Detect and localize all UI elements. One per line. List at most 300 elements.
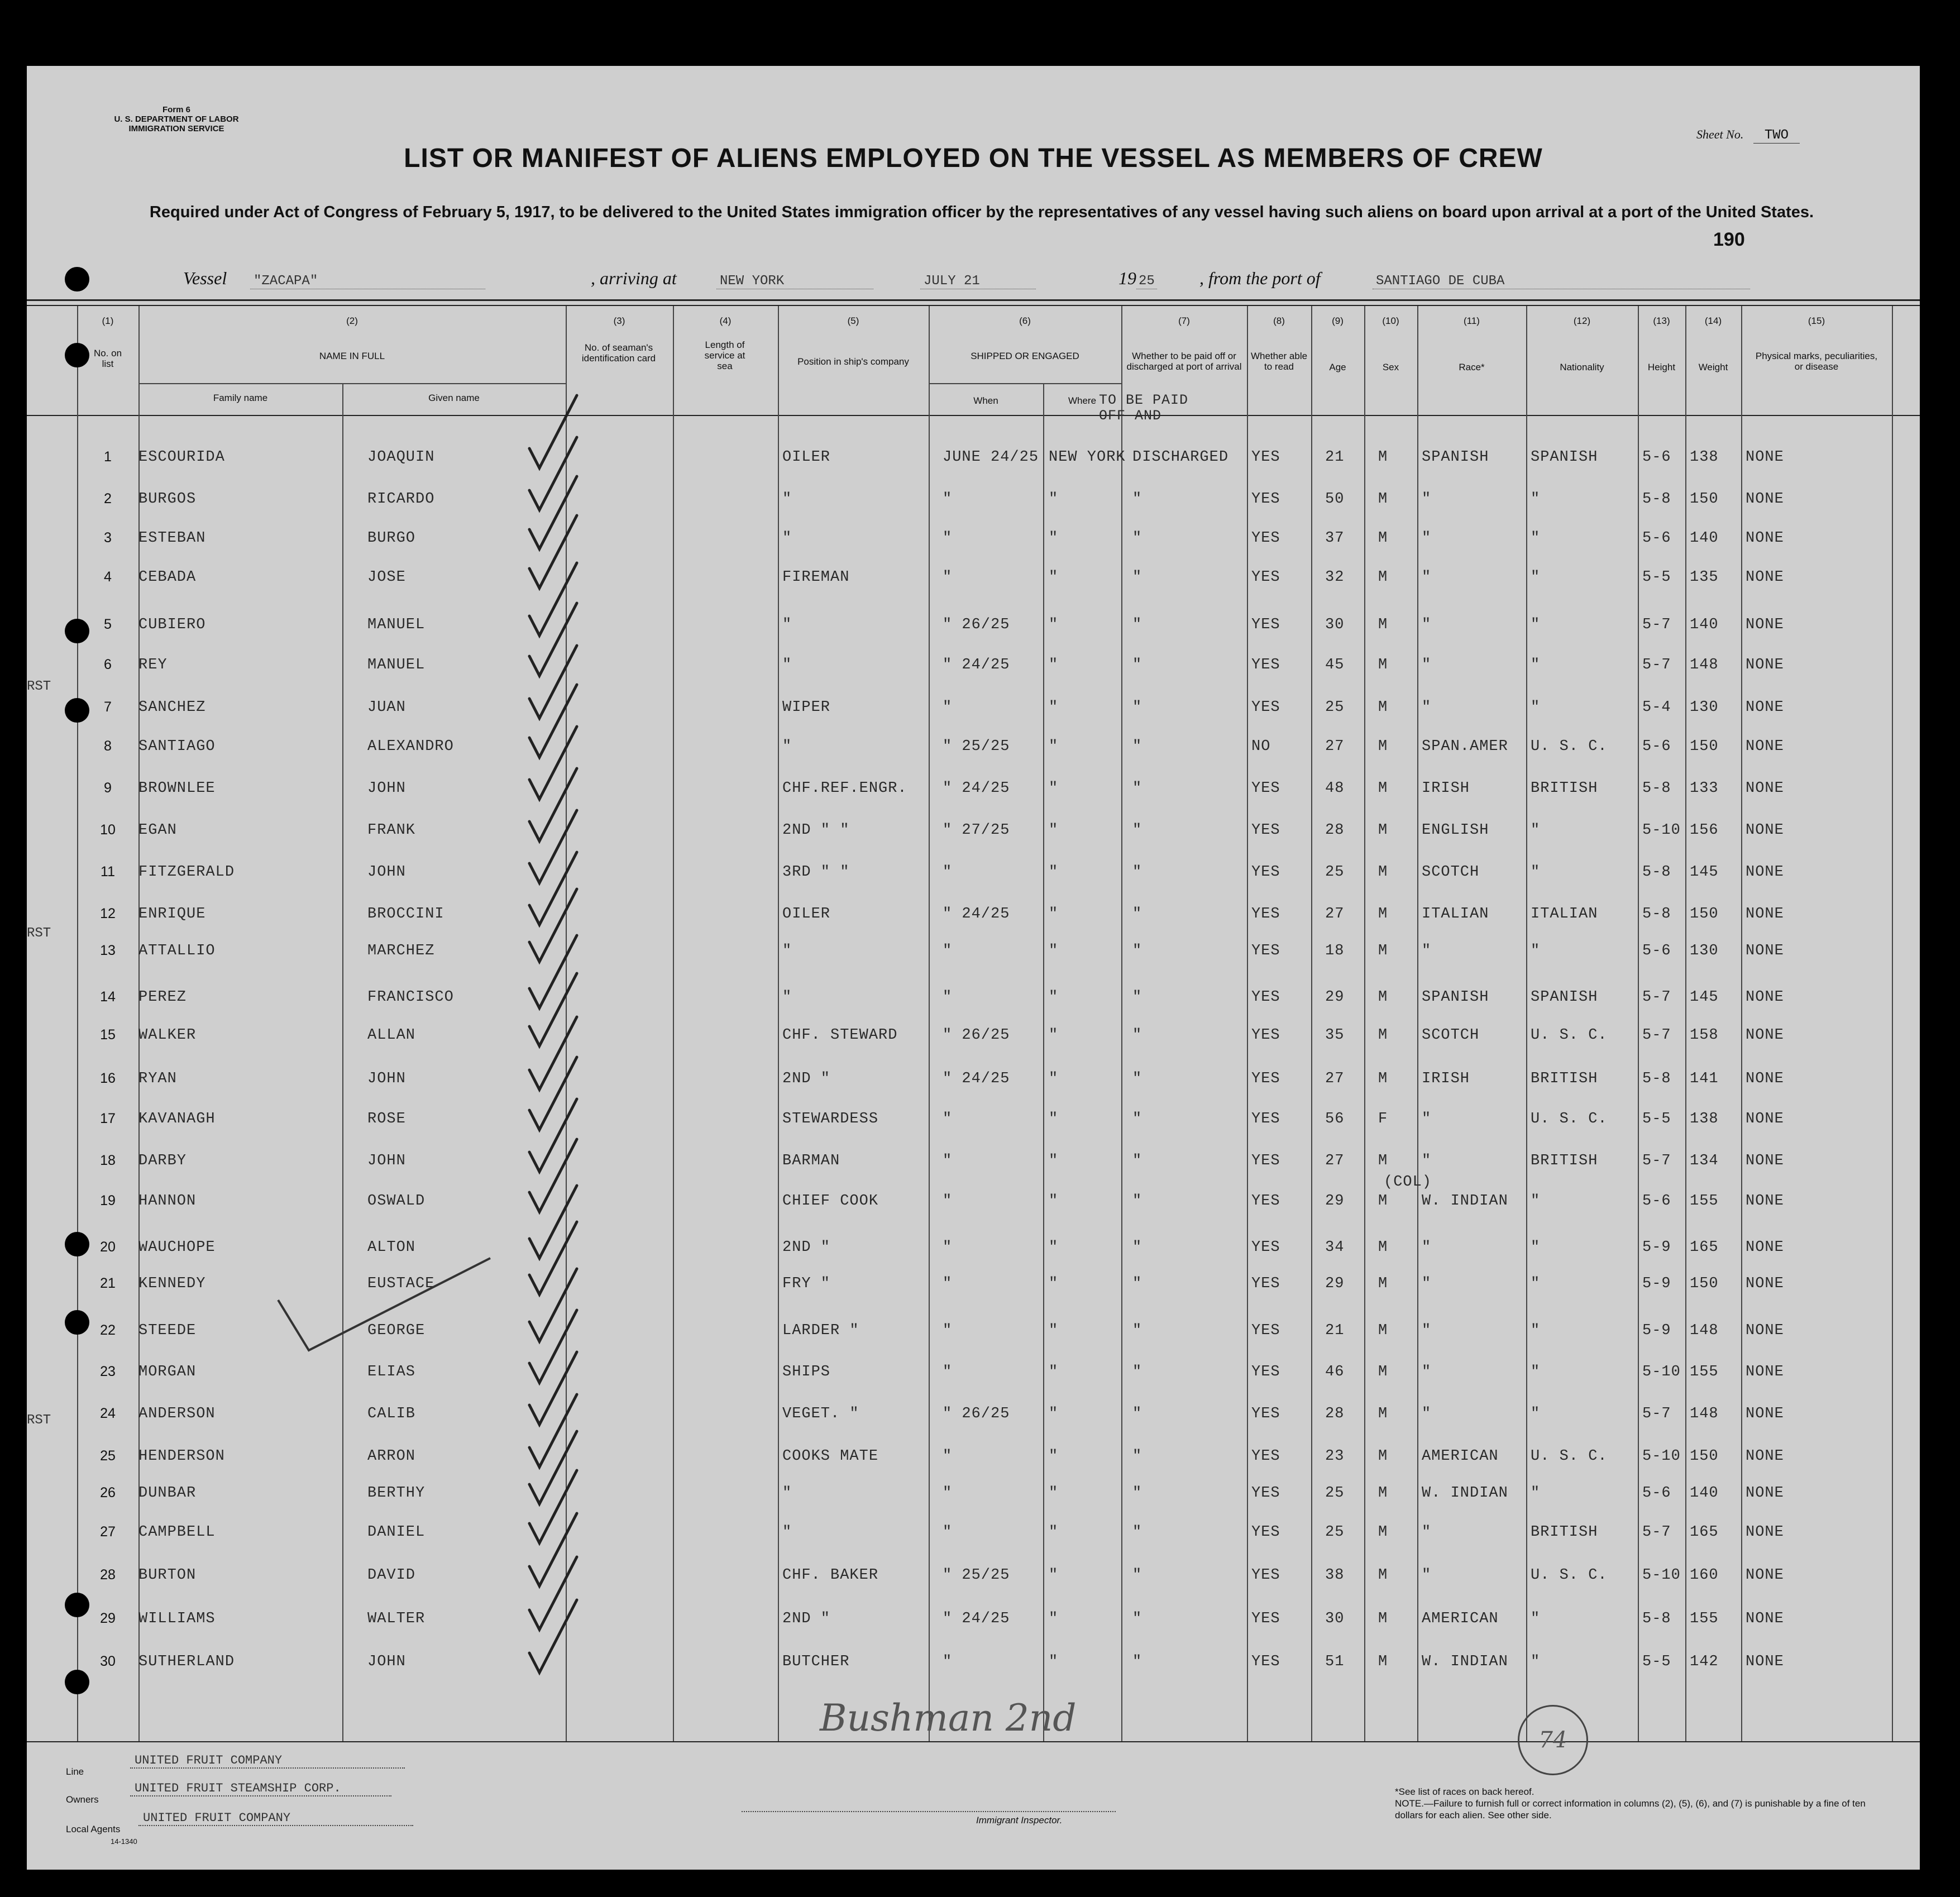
cell-age: 50 xyxy=(1325,491,1345,508)
cell-marks: NONE xyxy=(1746,1153,1784,1169)
col15-number: (15) xyxy=(1808,316,1825,326)
cell-weight: 158 xyxy=(1690,1027,1719,1044)
cell-race: SCOTCH xyxy=(1422,864,1480,881)
cell-nat: U. S. C. xyxy=(1531,1027,1608,1044)
cell-nat: " xyxy=(1531,864,1541,881)
check-mark xyxy=(529,476,577,549)
cell-sex: M xyxy=(1378,780,1388,797)
cell-height: 5-10 xyxy=(1642,1364,1681,1380)
cell-nat: " xyxy=(1531,1275,1541,1292)
cell-family: CAMPBELL xyxy=(138,1524,216,1541)
cell-weight: 150 xyxy=(1690,491,1719,508)
cell-where: " xyxy=(1049,780,1059,797)
cell-weight: 148 xyxy=(1690,1406,1719,1422)
cell-sex: M xyxy=(1378,1448,1388,1465)
agents-field xyxy=(138,1811,413,1825)
cell-age: 30 xyxy=(1325,617,1345,633)
arriving-label: , arriving at xyxy=(591,268,677,288)
cell-given: JUAN xyxy=(367,699,406,716)
cell-race: SCOTCH xyxy=(1422,1027,1480,1044)
cell-marks: NONE xyxy=(1746,699,1784,716)
cell-marks: NONE xyxy=(1746,780,1784,797)
col7-label: Whether to be paid off or discharged at port of arrival xyxy=(1126,351,1242,372)
page-subtitle: Required under Act of Congress of February 5, 1917, to be delivered to the United States immigration officer by the representatives of any vessel having such aliens on board upon arrival at a port of the United States. xyxy=(149,203,1814,221)
check-mark xyxy=(529,768,577,841)
cell-read: YES xyxy=(1251,989,1280,1006)
row-number: 13 xyxy=(100,943,116,958)
cell-weight: 148 xyxy=(1690,657,1719,673)
cell-race: " xyxy=(1422,1239,1432,1256)
cell-nat: SPANISH xyxy=(1531,449,1598,466)
cell-when: " 26/25 xyxy=(943,617,1010,633)
cell-position: " xyxy=(782,617,792,633)
cell-read: YES xyxy=(1251,1611,1280,1627)
cell-paid: " xyxy=(1132,1611,1142,1627)
cell-nat: " xyxy=(1531,530,1541,547)
cell-given: CALIB xyxy=(367,1406,416,1422)
row-number: 25 xyxy=(100,1448,116,1464)
from-port-label: , from the port of xyxy=(1199,268,1321,288)
cell-nat: U. S. C. xyxy=(1531,1448,1608,1465)
cell-age: 48 xyxy=(1325,780,1345,797)
cell-age: 27 xyxy=(1325,1153,1345,1169)
col9-number: (9) xyxy=(1332,316,1344,326)
cell-read: YES xyxy=(1251,1193,1280,1210)
cell-nat: " xyxy=(1531,1611,1541,1627)
cell-weight: 145 xyxy=(1690,864,1719,881)
cell-height: 5-6 xyxy=(1642,943,1671,959)
agents-label: Local Agents xyxy=(66,1824,121,1834)
cell-position: OILER xyxy=(782,906,831,923)
cell-weight: 165 xyxy=(1690,1239,1719,1256)
cell-where: " xyxy=(1049,1611,1059,1627)
cell-family: FITZGERALD xyxy=(138,864,235,881)
margin-note-1: RST xyxy=(27,679,51,694)
cell-read: YES xyxy=(1251,1239,1280,1256)
footnote xyxy=(1395,1786,1875,1821)
cell-age: 25 xyxy=(1325,699,1345,716)
cell-paid: " xyxy=(1132,1071,1142,1087)
row-number: 23 xyxy=(100,1364,116,1379)
cell-family: ANDERSON xyxy=(138,1406,216,1422)
cell-nat: SPANISH xyxy=(1531,989,1598,1006)
footnote-races: *See list of races on back hereof. xyxy=(1395,1786,1534,1797)
cell-read: YES xyxy=(1251,491,1280,508)
cell-weight: 148 xyxy=(1690,1322,1719,1339)
row-number: 22 xyxy=(100,1322,116,1338)
col6-label: SHIPPED OR ENGAGED xyxy=(971,351,1079,361)
cell-sex: M xyxy=(1378,943,1388,959)
cell-sex: M xyxy=(1378,569,1388,586)
cell-family: KAVANAGH xyxy=(138,1111,216,1127)
cell-family: HENDERSON xyxy=(138,1448,225,1465)
cell-family: KENNEDY xyxy=(138,1275,206,1292)
cell-age: 38 xyxy=(1325,1567,1345,1584)
cell-when: " xyxy=(943,1153,953,1169)
row-number: 8 xyxy=(104,738,112,754)
cell-family: EGAN xyxy=(138,822,177,839)
cell-nat: BRITISH xyxy=(1531,780,1598,797)
cell-where: " xyxy=(1049,943,1059,959)
row-number: 11 xyxy=(101,864,115,880)
check-mark xyxy=(529,1186,577,1258)
cell-position: " xyxy=(782,989,792,1006)
cell-marks: NONE xyxy=(1746,1111,1784,1127)
cell-age: 29 xyxy=(1325,1275,1345,1292)
cell-read: YES xyxy=(1251,1406,1280,1422)
cell-paid: " xyxy=(1132,1406,1142,1422)
cell-read: YES xyxy=(1251,530,1280,547)
cell-race: " xyxy=(1422,530,1432,547)
manifest-sheet xyxy=(27,66,1920,1870)
sheet-no-label: Sheet No. xyxy=(1696,127,1744,141)
check-mark xyxy=(529,852,577,925)
cell-paid: " xyxy=(1132,617,1142,633)
row-number: 3 xyxy=(104,530,112,546)
cell-read: YES xyxy=(1251,780,1280,797)
cell-position: BUTCHER xyxy=(782,1654,850,1670)
row-number: 5 xyxy=(104,617,112,632)
cell-paid: " xyxy=(1132,822,1142,839)
cell-weight: 140 xyxy=(1690,617,1719,633)
cell-paid: " xyxy=(1132,530,1142,547)
check-mark xyxy=(529,395,577,468)
cell-height: 5-8 xyxy=(1642,1071,1671,1087)
cell-marks: NONE xyxy=(1746,1485,1784,1502)
owners-label: Owners xyxy=(66,1794,99,1805)
cell-race: IRISH xyxy=(1422,1071,1470,1087)
cell-family: HANNON xyxy=(138,1193,197,1210)
check-mark xyxy=(529,1310,577,1383)
row-number: 10 xyxy=(100,822,116,838)
cell-nat: " xyxy=(1531,1485,1541,1502)
cell-marks: NONE xyxy=(1746,864,1784,881)
cell-position: COOKS MATE xyxy=(782,1448,879,1465)
owners-value: UNITED FRUIT STEAMSHIP CORP. xyxy=(130,1781,391,1796)
cell-age: 34 xyxy=(1325,1239,1345,1256)
row-number: 18 xyxy=(100,1153,116,1168)
check-marks xyxy=(27,66,1920,1870)
cell-when: " xyxy=(943,569,953,586)
punch-hole xyxy=(65,1232,89,1256)
cell-given: BERTHY xyxy=(367,1485,426,1502)
cell-marks: NONE xyxy=(1746,491,1784,508)
cell-read: YES xyxy=(1251,1275,1280,1292)
cell-when: " xyxy=(943,1322,953,1339)
cell-race: " xyxy=(1422,1275,1432,1292)
check-mark xyxy=(529,603,577,676)
cell-family: BURTON xyxy=(138,1567,197,1584)
check-mark xyxy=(529,1099,577,1172)
department-name: U. S. DEPARTMENT OF LABOR xyxy=(114,114,239,124)
cell-paid: " xyxy=(1132,906,1142,923)
cell-given: BURGO xyxy=(367,530,416,547)
margin-note-2: RST xyxy=(27,926,51,941)
cell-where: " xyxy=(1049,1654,1059,1670)
cell-race: " xyxy=(1422,943,1432,959)
cell-given: MANUEL xyxy=(367,617,426,633)
cell-where: " xyxy=(1049,1406,1059,1422)
cell-when: " xyxy=(943,699,953,716)
cell-weight: 150 xyxy=(1690,738,1719,755)
cell-sex: M xyxy=(1378,989,1388,1006)
cell-sex: M xyxy=(1378,617,1388,633)
cell-height: 5-6 xyxy=(1642,530,1671,547)
cell-paid: " xyxy=(1132,1193,1142,1210)
check-mark xyxy=(529,935,577,1008)
row-number: 16 xyxy=(100,1071,116,1086)
cell-where: " xyxy=(1049,738,1059,755)
cell-given: ARRON xyxy=(367,1448,416,1465)
cell-position: CHF. STEWARD xyxy=(782,1027,898,1044)
col13-number: (13) xyxy=(1653,316,1670,326)
cell-family: MORGAN xyxy=(138,1364,197,1380)
row-number: 19 xyxy=(100,1193,116,1208)
cell-height: 5-4 xyxy=(1642,699,1671,716)
cell-weight: 160 xyxy=(1690,1567,1719,1584)
cell-weight: 156 xyxy=(1690,822,1719,839)
form-label: Form 6 xyxy=(162,105,190,114)
col6-number: (6) xyxy=(1019,316,1031,326)
cell-given: ALLAN xyxy=(367,1027,416,1044)
cell-family: ESTEBAN xyxy=(138,530,206,547)
cell-position: 2ND " xyxy=(782,1611,831,1627)
line-label: Line xyxy=(66,1766,84,1777)
year-prefix: 19 xyxy=(1118,268,1136,288)
cell-sex: M xyxy=(1378,1275,1388,1292)
cell-position: BARMAN xyxy=(782,1153,840,1169)
cell-nat: " xyxy=(1531,491,1541,508)
cell-marks: NONE xyxy=(1746,989,1784,1006)
cell-position: " xyxy=(782,1485,792,1502)
cell-age: 51 xyxy=(1325,1654,1345,1670)
cell-sex: M xyxy=(1378,491,1388,508)
row-number: 7 xyxy=(104,699,112,715)
cell-position: OILER xyxy=(782,449,831,466)
cell-paid: DISCHARGED xyxy=(1132,449,1229,466)
cell-given: JOHN xyxy=(367,780,406,797)
check-mark xyxy=(529,727,577,799)
cell-paid: " xyxy=(1132,864,1142,881)
cell-where: NEW YORK xyxy=(1049,449,1126,466)
arriving-port: NEW YORK xyxy=(716,274,873,289)
cell-when: " 24/25 xyxy=(943,780,1010,797)
cell-given: ALEXANDRO xyxy=(367,738,454,755)
cell-where: " xyxy=(1049,1239,1059,1256)
cell-height: 5-7 xyxy=(1642,1524,1671,1541)
cell-given: OSWALD xyxy=(367,1193,426,1210)
cell-sex: M xyxy=(1378,657,1388,673)
check-mark xyxy=(529,437,577,510)
cell-race: " xyxy=(1422,617,1432,633)
cell-weight: 130 xyxy=(1690,699,1719,716)
cell-family: ESCOURIDA xyxy=(138,449,225,466)
cell-family: BROWNLEE xyxy=(138,780,216,797)
cell-race: " xyxy=(1422,1524,1432,1541)
cell-given: ELIAS xyxy=(367,1364,416,1380)
cell-height: 5-6 xyxy=(1642,738,1671,755)
cell-family: CEBADA xyxy=(138,569,197,586)
cell-position: " xyxy=(782,491,792,508)
col5-number: (5) xyxy=(847,316,859,326)
cell-marks: NONE xyxy=(1746,449,1784,466)
cell-position: 2ND " " xyxy=(782,822,850,839)
cell-weight: 135 xyxy=(1690,569,1719,586)
cell-height: 5-8 xyxy=(1642,780,1671,797)
cell-paid: " xyxy=(1132,1364,1142,1380)
cell-nat: " xyxy=(1531,822,1541,839)
cell-sex: M xyxy=(1378,1611,1388,1627)
cell-nat: " xyxy=(1531,569,1541,586)
col6-where-label: Where xyxy=(1068,395,1097,406)
cell-height: 5-10 xyxy=(1642,822,1681,839)
cell-age: 25 xyxy=(1325,864,1345,881)
row-number: 29 xyxy=(100,1611,116,1626)
cell-age: 45 xyxy=(1325,657,1345,673)
inspector-label: Immigrant Inspector. xyxy=(976,1815,1063,1826)
cell-marks: NONE xyxy=(1746,617,1784,633)
cell-when: " xyxy=(943,1239,953,1256)
cell-height: 5-7 xyxy=(1642,989,1671,1006)
cell-paid: " xyxy=(1132,569,1142,586)
cell-weight: 155 xyxy=(1690,1364,1719,1380)
cell-weight: 134 xyxy=(1690,1153,1719,1169)
row-number: 30 xyxy=(100,1654,116,1669)
cell-height: 5-8 xyxy=(1642,906,1671,923)
cell-read: YES xyxy=(1251,1448,1280,1465)
cell-read: YES xyxy=(1251,569,1280,586)
cell-where: " xyxy=(1049,1027,1059,1044)
col13-label: Height xyxy=(1647,362,1676,372)
col8-label: Whether able to read xyxy=(1250,351,1308,372)
cell-read: NO xyxy=(1251,738,1271,755)
row-number: 21 xyxy=(100,1275,116,1291)
cell-paid: " xyxy=(1132,699,1142,716)
cell-age: 28 xyxy=(1325,1406,1345,1422)
cell-height: 5-8 xyxy=(1642,1611,1671,1627)
cell-family: RYAN xyxy=(138,1071,177,1087)
cell-weight: 140 xyxy=(1690,530,1719,547)
cell-family: CUBIERO xyxy=(138,617,206,633)
cell-where: " xyxy=(1049,1193,1059,1210)
row-number: 26 xyxy=(100,1485,116,1501)
cell-paid: " xyxy=(1132,657,1142,673)
handwritten-signature: Bushman 2nd xyxy=(820,1697,1077,1740)
cell-marks: NONE xyxy=(1746,1193,1784,1210)
cell-read: YES xyxy=(1251,822,1280,839)
cell-race: AMERICAN xyxy=(1422,1611,1499,1627)
col12-label: Nationality xyxy=(1560,362,1604,372)
cell-paid: " xyxy=(1132,943,1142,959)
cell-marks: NONE xyxy=(1746,530,1784,547)
cell-given: BROCCINI xyxy=(367,906,444,923)
cell-when: " xyxy=(943,1275,953,1292)
cell-age: 25 xyxy=(1325,1485,1345,1502)
cell-given: EUSTACE xyxy=(367,1275,435,1292)
cell-marks: NONE xyxy=(1746,738,1784,755)
cell-when: " 25/25 xyxy=(943,738,1010,755)
cell-where: " xyxy=(1049,1322,1059,1339)
cell-given: JOHN xyxy=(367,1654,406,1670)
cell-marks: NONE xyxy=(1746,1322,1784,1339)
cell-height: 5-5 xyxy=(1642,1654,1671,1670)
cell-paid: " xyxy=(1132,1654,1142,1670)
cell-position: CHF. BAKER xyxy=(782,1567,879,1584)
cell-sex: M xyxy=(1378,1654,1388,1670)
cell-where: " xyxy=(1049,864,1059,881)
cell-paid: " xyxy=(1132,1485,1142,1502)
cell-race: W. INDIAN xyxy=(1422,1193,1508,1210)
cell-read: YES xyxy=(1251,1027,1280,1044)
cell-nat: " xyxy=(1531,943,1541,959)
cell-nat: " xyxy=(1531,1239,1541,1256)
cell-where: " xyxy=(1049,822,1059,839)
cell-where: " xyxy=(1049,699,1059,716)
col8-number: (8) xyxy=(1273,316,1285,326)
cell-when: " xyxy=(943,491,953,508)
cell-given: RICARDO xyxy=(367,491,435,508)
col7-typed-note: TO BE PAID OFF AND xyxy=(1099,392,1189,424)
row-number: 28 xyxy=(100,1567,116,1583)
cell-sex: M xyxy=(1378,1406,1388,1422)
cell-when: " 25/25 xyxy=(943,1567,1010,1584)
cell-given: JOHN xyxy=(367,1071,406,1087)
cell-sex: F xyxy=(1378,1111,1388,1127)
cell-height: 5-9 xyxy=(1642,1275,1671,1292)
cell-given: JOHN xyxy=(367,864,406,881)
cell-race: " xyxy=(1422,569,1432,586)
cell-age: 28 xyxy=(1325,822,1345,839)
cell-race: SPANISH xyxy=(1422,989,1489,1006)
punch-hole xyxy=(65,267,89,292)
cell-race: " xyxy=(1422,657,1432,673)
cell-race: IRISH xyxy=(1422,780,1470,797)
cell-where: " xyxy=(1049,1448,1059,1465)
cell-sex: M xyxy=(1378,822,1388,839)
cell-paid: " xyxy=(1132,989,1142,1006)
col3-number: (3) xyxy=(613,316,625,326)
cell-where: " xyxy=(1049,617,1059,633)
cell-nat: " xyxy=(1531,1364,1541,1380)
race-note: (COL) xyxy=(1384,1174,1432,1191)
cell-where: " xyxy=(1049,530,1059,547)
cell-marks: NONE xyxy=(1746,657,1784,673)
cell-where: " xyxy=(1049,491,1059,508)
cell-nat: BRITISH xyxy=(1531,1153,1598,1169)
cell-given: ROSE xyxy=(367,1111,406,1127)
stamped-page-number: 190 xyxy=(1713,229,1745,250)
cell-race: ITALIAN xyxy=(1422,906,1489,923)
cell-family: WILLIAMS xyxy=(138,1611,216,1627)
cell-given: JOAQUIN xyxy=(367,449,435,466)
cell-height: 5-6 xyxy=(1642,1485,1671,1502)
cell-where: " xyxy=(1049,989,1059,1006)
cell-family: WALKER xyxy=(138,1027,197,1044)
cell-nat: " xyxy=(1531,1193,1541,1210)
cell-weight: 141 xyxy=(1690,1071,1719,1087)
cell-race: " xyxy=(1422,1567,1432,1584)
col2-given-label: Given name xyxy=(428,393,480,403)
cell-weight: 150 xyxy=(1690,1275,1719,1292)
cell-given: DANIEL xyxy=(367,1524,426,1541)
cell-marks: NONE xyxy=(1746,1239,1784,1256)
cell-marks: NONE xyxy=(1746,1611,1784,1627)
row-number: 14 xyxy=(100,989,116,1005)
cell-position: FIREMAN xyxy=(782,569,850,586)
cell-sex: M xyxy=(1378,530,1388,547)
row-number: 6 xyxy=(104,657,112,672)
cell-read: YES xyxy=(1251,449,1280,466)
